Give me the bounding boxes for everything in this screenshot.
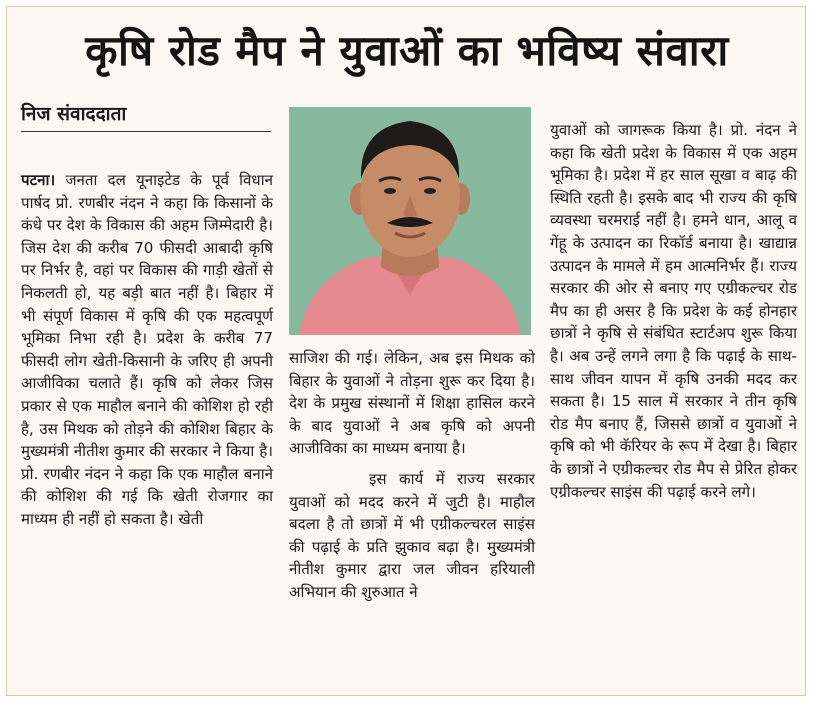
paragraph: युवाओं को जागरूक किया है। प्रो. नंदन ने कहा कि खेती प्रदेश के विकास में एक अहम भूमिका है। प्रदेश में हर साल सूखा व बाढ़ की स्थिति रहती है। इसके बाद भी राज्य की कृषि व्यवस्था चरमराई नहीं है। हमने धान, आलू व गेंहू के उत्पादन का रिकॉर्ड बनाया है। खाद्यान्न उत्पादन के मामले में हम आत्मनिर्भर हैं। राज्य सरकार की ओर से बनाए गए एग्रीकल्चर रोड मैप का ही असर है कि प्रदेश के कई होनहार छात्रों ने कृषि से संबंधित स्टार्टअप शुरू किया है। अब उन्हें लगने लगा है कि पढ़ाई के साथ-साथ जीवन यापन में कृषि उनकी मदद कर सकता है। 15 साल में सरकार ने तीन कृषि रोड मैप बनाए हैं, जिससे छात्रों व युवाओं ने कृषि को भी कॅरियर के रूप में देखा है। बिहार के छात्रों ने एग्रीकल्चर रोड मैप से प्रेरित होकर एग्रीकल्चर साइंस की पढ़ाई करने लगे। bbox=[550, 121, 797, 501]
paragraph: इस कार्य में राज्य सरकार युवाओं को मदद करने में जुटी है। माहौल बदला है तो छात्रों में भी एग्रीकल्चरल साइंस की पढ़ाई के प्रति झुकाव बढ़ा है। मुख्यमंत्री नीतीश कुमार द्वारा जल जीवन हरियाली अभियान की शुरुआत ने bbox=[289, 469, 535, 601]
paragraph bbox=[21, 169, 273, 531]
portrait-illustration bbox=[289, 107, 531, 335]
newspaper-clipping bbox=[6, 6, 806, 696]
article-column-3 bbox=[550, 119, 797, 503]
article-column-2 bbox=[289, 347, 535, 604]
paragraph: साजिश की गई। लेकिन, अब इस मिथक को बिहार के युवाओं ने तोड़ना शुरू कर दिया है। देश के प्रमुख संस्थानों में शिक्षा हासिल करने के बाद युवाओं ने अब कृषि को अपनी आजीविका का माध्यम बनाया है। bbox=[289, 349, 535, 458]
portrait-photo bbox=[289, 107, 531, 335]
column-1-text: जनता दल यूनाइटेड के पूर्व विधान पार्षद प्रो. रणबीर नंदन ने कहा कि किसानों के कंधे पर देश के विकास की अहम जिम्मेदारी है। जिस देश की करीब 70 फीसदी आबादी कृषि पर निर्भर है, वहां पर विकास की गाड़ी खेतों से निकलती हो, यह बड़ी बात नहीं है। बिहार में भी संपूर्ण विकास में कृषि की एक महत्वपूर्ण भूमिका निभा रही है। प्रदेश के करीब 77 फीसदी लोग खेती-किसानी के जरिए ही अपनी आजीविका चलाते हैं। कृषि को लेकर जिस प्रकार से एक माहौल बनाने की कोशिश हो रही है, उस मिथक को तोड़ने की कोशिश बिहार के मुख्यमंत्री नीतीश कुमार की सरकार ने किया है। प्रो. रणबीर नंदन ने कहा कि एक माहौल बनाने की कोशिश की गई कि खेती रोजगार का माध्यम ही नहीं हो सकता है। खेती bbox=[21, 171, 273, 528]
dateline: पटना। bbox=[21, 171, 56, 189]
headline: कृषि रोड मैप ने युवाओं का भविष्य संवारा bbox=[85, 26, 729, 75]
byline: निज संवाददाता bbox=[21, 101, 271, 132]
article-column-1 bbox=[21, 169, 273, 531]
